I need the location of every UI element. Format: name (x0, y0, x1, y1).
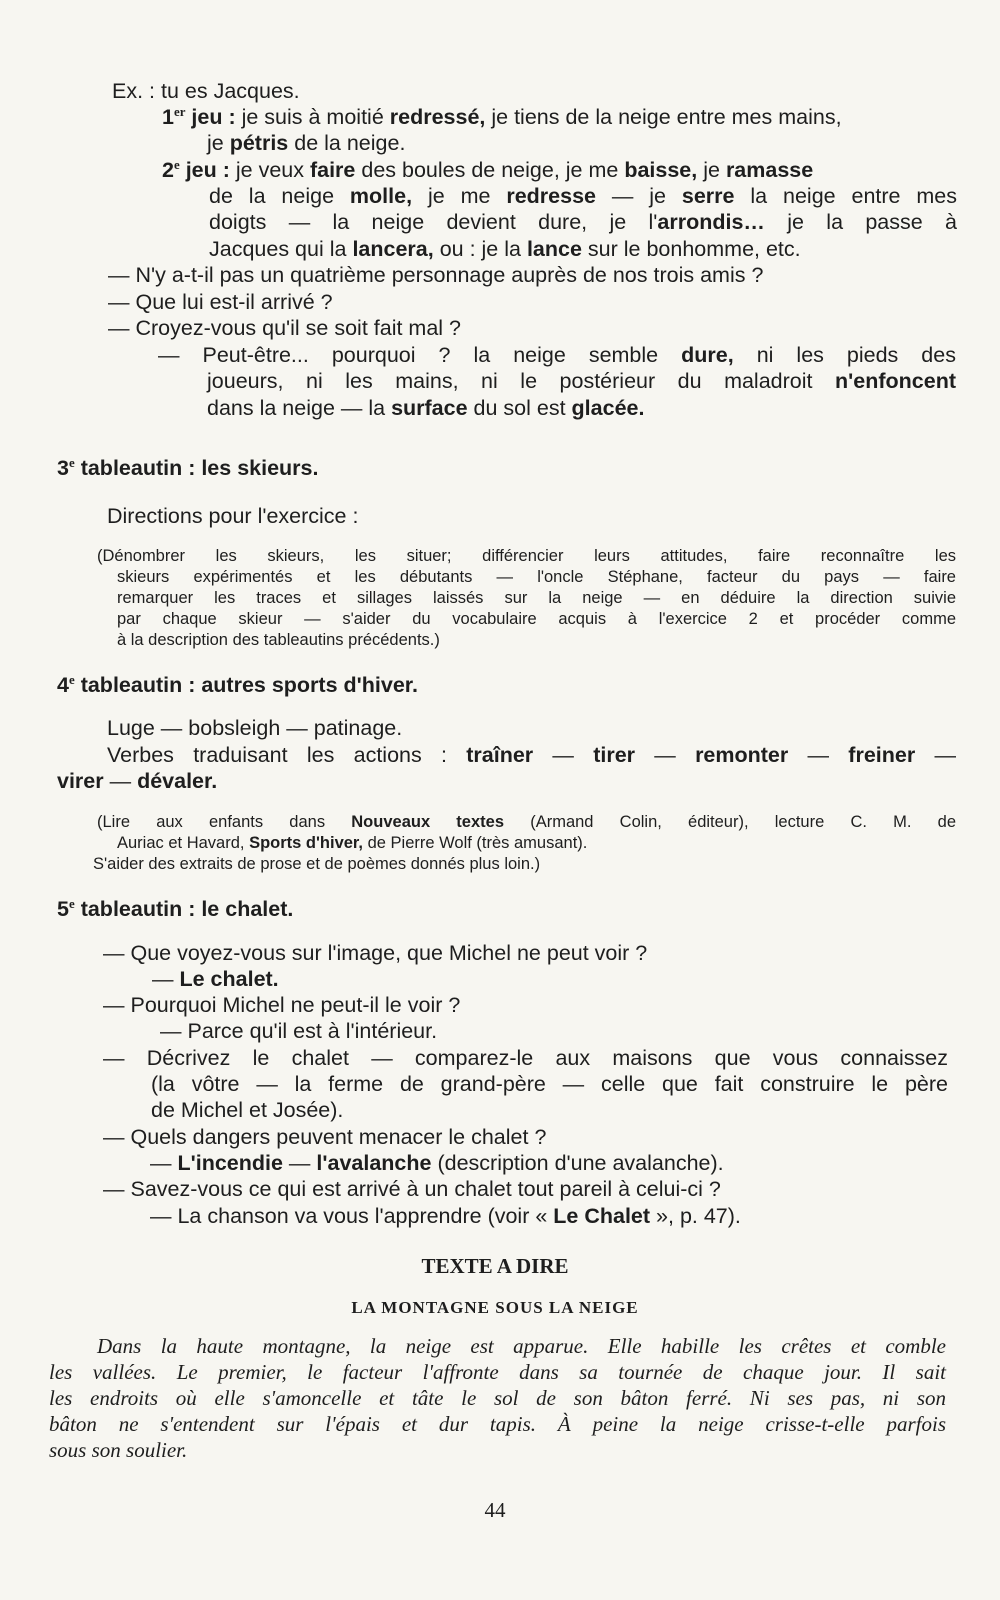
game-1-line-2 (207, 130, 405, 156)
note-line (117, 588, 956, 609)
bold-word: virer (57, 769, 104, 793)
section-sup: e (68, 455, 75, 470)
bold-word: n'enfoncent (835, 369, 956, 393)
text: bâton ne s'entendent sur l'épais et dur tapis. À peine la neige crisse-t-elle parfois (49, 1412, 946, 1436)
game-2-line-3 (209, 209, 957, 235)
bold-word: arrondis… (657, 210, 765, 234)
text: (Lire aux enfants dans (97, 813, 352, 831)
text: — (533, 743, 594, 767)
text: doigts — la neige devient dure, je l' (209, 210, 658, 234)
text: (Armand Colin, éditeur), lecture C. M. de (504, 813, 957, 831)
text: — Croyez-vous qu'il se soit fait mal ? (108, 316, 462, 340)
answer-line (152, 966, 279, 992)
text: — N'y a-t-il pas un quatrième personnage auprès de nos trois amis ? (108, 263, 764, 287)
text: de la neige (209, 184, 350, 208)
question-line (108, 315, 461, 341)
text: (description d'une avalanche). (431, 1151, 724, 1175)
text: Jacques qui la (209, 237, 353, 261)
directions-label (107, 503, 358, 529)
text: des boules de neige, je me (355, 158, 625, 182)
text: je tiens de la neige entre mes mains, (485, 105, 842, 129)
text: — je (595, 184, 682, 208)
question-line (103, 1176, 721, 1202)
text: de Pierre Wolf (très amusant). (363, 834, 588, 852)
bold-word: faire (309, 158, 356, 182)
text: skieurs expérimentés et les débutants — l'oncle Stéphane, facteur du pays — faire (117, 568, 956, 586)
text: Auriac et Havard, (117, 834, 250, 852)
text: — Peut-être... pourquoi ? la neige semble (158, 343, 682, 367)
heading-text: TEXTE A DIRE (421, 1254, 569, 1278)
bold-word: baisse, (624, 158, 698, 182)
text: remarquer les traces et sillages laissés sur la neige — en déduire la direction suivie (117, 589, 956, 607)
bold-word: traîner (466, 743, 534, 767)
bold-word: remonter (695, 743, 789, 767)
bold-word: lance (526, 237, 582, 261)
text: (Dénombrer les skieurs, les situer; différencier leurs attitudes, faire reconnaître les (97, 547, 956, 565)
text: à la description des tableautins précédents.) (117, 631, 440, 649)
example-text: Ex. : tu es Jacques. (112, 79, 300, 103)
bold-word: Nouveaux textes (351, 813, 505, 831)
section-4-heading (57, 672, 418, 698)
question-line (103, 940, 647, 966)
text: je la passe à (764, 210, 957, 234)
verbs-line-2 (57, 768, 217, 794)
note-line (97, 546, 956, 567)
text: — (635, 743, 696, 767)
text: de la neige. (288, 131, 406, 155)
text: — (152, 967, 180, 991)
game-1-sup: er (173, 104, 186, 119)
text: du sol est (467, 396, 572, 420)
game-2-label: jeu : (185, 158, 230, 182)
text: sur le bonhomme, etc. (581, 237, 801, 261)
text: par chaque skieur — s'aider du vocabulaire acquis à l'exercice 2 et procéder comme (117, 610, 956, 628)
text: Dans la haute montagne, la neige est apparue. Elle habille les crêtes et comble (97, 1334, 946, 1358)
text: je (207, 131, 230, 155)
section-sup: e (68, 672, 75, 687)
question-line (103, 1045, 948, 1071)
bold-word: Le chalet. (179, 967, 279, 991)
text: S'aider des extraits de prose et de poèmes donnés plus loin.) (93, 855, 541, 873)
answer-line-2 (207, 368, 956, 394)
poem-title (0, 1295, 990, 1321)
subheading-text: LA MONTAGNE SOUS LA NEIGE (351, 1298, 639, 1317)
bold-word: Le Chalet (553, 1204, 651, 1228)
text: les vallées. Le premier, le facteur l'affronte dans sa tournée de chaque jour. Il sait (49, 1360, 946, 1384)
note-line (117, 609, 956, 630)
text: — Que lui est-il arrivé ? (108, 290, 333, 314)
text: ni les pieds des (733, 343, 956, 367)
text: sous son soulier. (49, 1438, 188, 1462)
section-5-heading (57, 896, 293, 922)
section-number: 4 (57, 673, 69, 697)
answer-line (150, 1150, 724, 1176)
bold-word: tirer (593, 743, 636, 767)
text: Verbes traduisant les actions : (107, 743, 467, 767)
game-1-label: jeu : (191, 105, 236, 129)
question-line-3 (151, 1097, 343, 1123)
answer-line (158, 342, 956, 368)
page-number-text: 44 (484, 1498, 506, 1522)
section-number: 3 (57, 456, 69, 480)
example-line (112, 78, 300, 104)
bold-word: molle, (349, 184, 413, 208)
text: — Décrivez le chalet — comparez-le aux maisons que vous connaissez (103, 1046, 948, 1070)
text: je me (412, 184, 507, 208)
question-line-2 (151, 1071, 948, 1097)
bold-word: pétris (229, 131, 289, 155)
bold-word: redressé, (389, 105, 486, 129)
section-title: tableautin : les skieurs. (80, 456, 319, 480)
text: — Pourquoi Michel ne peut-il le voir ? (103, 993, 461, 1017)
note-line (117, 630, 440, 651)
bold-word: serre (681, 184, 735, 208)
text: — Parce qu'il est à l'intérieur. (160, 1019, 438, 1043)
game-2-line-2 (209, 183, 957, 209)
text: — (788, 743, 849, 767)
text: Directions pour l'exercice : (107, 504, 359, 528)
section-title: tableautin : autres sports d'hiver. (80, 673, 418, 697)
bold-word: Sports d'hiver, (249, 834, 364, 852)
text: je veux (229, 158, 310, 182)
game-2-sup: e (173, 157, 180, 172)
game-2-number: 2 (162, 158, 174, 182)
game-2-line-4 (209, 236, 801, 262)
bold-word: freiner (848, 743, 916, 767)
note-line (97, 812, 956, 833)
bold-word: glacée. (571, 396, 645, 420)
section-sup: e (68, 896, 75, 911)
bold-word: redresse (506, 184, 596, 208)
text: de Michel et Josée). (151, 1098, 344, 1122)
text: — Quels dangers peuvent menacer le chalet ? (103, 1125, 547, 1149)
bold-word: l'avalanche (316, 1151, 432, 1175)
text: — (150, 1151, 178, 1175)
text: », p. 47). (650, 1204, 741, 1228)
note-line (93, 854, 540, 875)
text: — Savez-vous ce qui est arrivé à un chalet tout pareil à celui-ci ? (103, 1177, 721, 1201)
text: joueurs, ni les mains, ni le postérieur du maladroit (207, 369, 836, 393)
text: je suis à moitié (235, 105, 390, 129)
text: — (282, 1151, 317, 1175)
text: Luge — bobsleigh — patinage. (107, 716, 403, 740)
text: — La chanson va vous l'apprendre (voir « (150, 1204, 554, 1228)
answer-line (150, 1203, 741, 1229)
text: (la vôtre — la ferme de grand-père — celle que fait construire le père (151, 1072, 948, 1096)
text: — (103, 769, 138, 793)
text: je (697, 158, 726, 182)
prose-line (49, 1411, 946, 1437)
page-number (0, 1497, 990, 1523)
bold-word: dure, (681, 343, 734, 367)
question-line (103, 1124, 546, 1150)
prose-line (49, 1437, 187, 1463)
bold-word: surface (391, 396, 468, 420)
game-2-line (162, 157, 813, 183)
question-line (108, 289, 333, 315)
answer-line-3 (207, 395, 644, 421)
section-number: 5 (57, 897, 69, 921)
sports-line (107, 715, 402, 741)
text: les endroits où elle s'amoncelle et tâte le sol de son bâton ferré. Ni ses pas, ni son (49, 1386, 946, 1410)
text: la neige entre mes (734, 184, 958, 208)
prose-line (97, 1333, 946, 1359)
question-line (108, 262, 763, 288)
text: — (915, 743, 956, 767)
note-line (117, 833, 587, 854)
note-line (117, 567, 956, 588)
prose-line (49, 1359, 946, 1385)
bold-word: ramasse (725, 158, 814, 182)
prose-line (49, 1385, 946, 1411)
text: dans la neige — la (207, 396, 392, 420)
section-3-heading (57, 455, 318, 481)
bold-word: L'incendie (177, 1151, 283, 1175)
texte-heading (0, 1253, 990, 1279)
answer-line (160, 1018, 437, 1044)
bold-word: lancera, (352, 237, 434, 261)
text: — Que voyez-vous sur l'image, que Michel ne peut voir ? (103, 941, 648, 965)
section-title: tableautin : le chalet. (80, 897, 294, 921)
question-line (103, 992, 460, 1018)
game-1-number: 1 (162, 105, 174, 129)
game-1-line (162, 104, 842, 130)
verbs-line (107, 742, 956, 768)
text: ou : je la (433, 237, 527, 261)
bold-word: dévaler. (137, 769, 218, 793)
